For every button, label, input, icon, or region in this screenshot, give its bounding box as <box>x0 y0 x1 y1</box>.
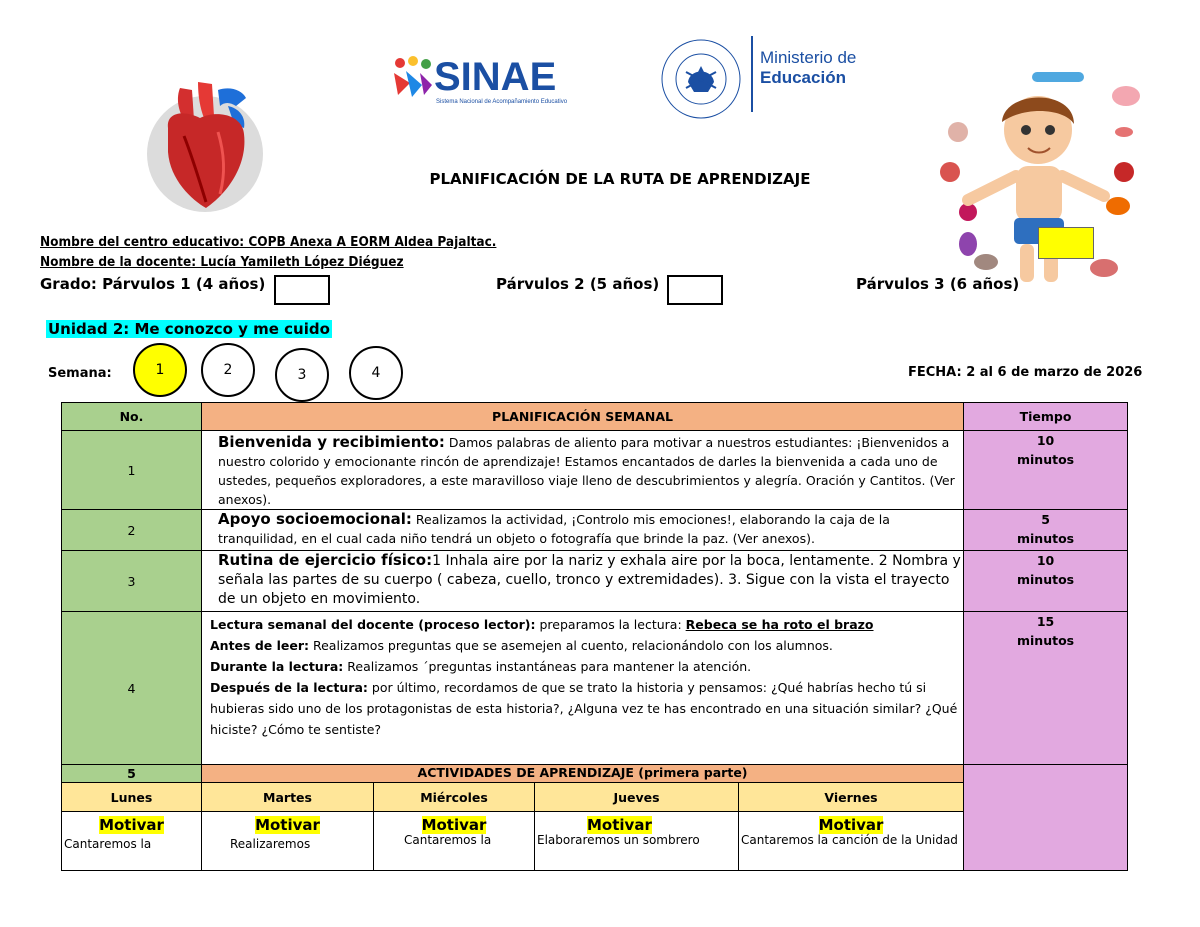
motivar-label: Motivar <box>818 816 884 834</box>
week-circle-2[interactable]: 2 <box>201 343 255 397</box>
reading-content <box>202 612 964 765</box>
time-unit: minutos <box>1016 452 1075 467</box>
activity-text: Cantaremos la <box>404 833 492 847</box>
header-tiempo: Tiempo <box>964 403 1128 431</box>
row-title: Rutina de ejercicio físico: <box>218 551 433 569</box>
row-content <box>202 510 964 551</box>
semana-label: Semana: <box>48 366 112 381</box>
time-value: 10 <box>1036 433 1055 448</box>
week-circle-4[interactable]: 4 <box>349 346 403 400</box>
highlight-box-parvulos3 <box>1038 227 1094 259</box>
reading-l3-text: Realizamos ´preguntas instantáneas para mantener la atención. <box>343 659 752 674</box>
ministry-divider <box>751 36 753 112</box>
motivar-label: Motivar <box>255 816 320 834</box>
body-organs-illustration <box>928 72 1146 290</box>
activity-text: Cantaremos la canción de la Unidad <box>741 833 958 847</box>
activity-text: Cantaremos la <box>64 837 152 851</box>
table-row <box>62 551 1128 612</box>
reading-l2-text: Realizamos preguntas que se asemejen al cuento, relacionándolo con los alumnos. <box>309 638 833 653</box>
row-time <box>964 612 1128 765</box>
unidad-label: Unidad 2: Me conozco y me cuido <box>48 320 330 338</box>
table-header-row <box>62 403 1128 431</box>
day-miercoles: Miércoles <box>374 783 535 812</box>
ministry-line2: Educación <box>760 68 846 87</box>
row-number: 3 <box>62 551 202 612</box>
sinae-logo <box>392 55 568 113</box>
week-circle-3[interactable]: 3 <box>275 348 329 402</box>
row-time <box>964 551 1128 612</box>
grado-parvulos2-label: Párvulos 2 (5 años) <box>496 275 660 293</box>
row-number: 1 <box>62 431 202 510</box>
activities-title: ACTIVIDADES DE APRENDIZAJE (primera parte) <box>202 765 964 783</box>
activity-viernes <box>739 812 964 871</box>
time-value: 5 <box>1041 512 1050 527</box>
reading-l4-text: por último, recordamos de que se trato la historia y pensamos: ¿Qué habrías hecho tú si hubieras sido uno de los protagonistas de esta historia?, ¿Alguna vez te has encontrado en una situación similar? ¿Qué hiciste? ¿Cómo te sentiste? <box>210 680 958 737</box>
row-title: Apoyo socioemocional: <box>218 510 412 528</box>
time-value: 15 <box>1036 614 1055 629</box>
grado-parvulos1-label: Grado: Párvulos 1 (4 años) <box>40 275 266 293</box>
activity-lunes <box>62 812 202 871</box>
row-number: 4 <box>62 612 202 765</box>
fecha-label: FECHA: 2 al 6 de marzo de 2026 <box>908 365 1143 380</box>
row-time <box>964 510 1128 551</box>
row-text: Realizamos la actividad, ¡Controlo mis emociones!, elaborando la caja de la tranquilidad, en el cual cada niño tendrá un objeto o fotografía que brinde la paz. (Ver anexos). <box>218 512 890 546</box>
day-jueves: Jueves <box>535 783 739 812</box>
grado-parvulos3-label: Párvulos 3 (6 años) <box>856 275 1020 293</box>
table-row <box>62 431 1128 510</box>
header-no: No. <box>62 403 202 431</box>
sinae-wordmark: SINAE <box>434 55 557 99</box>
page-title: PLANIFICACIÓN DE LA RUTA DE APRENDIZAJE <box>429 170 811 188</box>
heart-illustration <box>140 76 270 216</box>
reading-l1-bold: Lectura semanal del docente (proceso lector): <box>210 617 536 632</box>
time-unit: minutos <box>1016 572 1075 587</box>
activity-text: Elaboraremos un sombrero <box>537 833 700 847</box>
activity-miercoles <box>374 812 535 871</box>
motivar-label: Motivar <box>421 816 487 834</box>
row-content <box>202 431 964 510</box>
row-text: Damos palabras de aliento para motivar a nuestros estudiantes: ¡Bienvenidos a nuestro colorido y emocionante rincón de aprendizaje! Estamos encantados de darles la bienvenida a cada uno de ustedes, pequeños exploradores, a este maravilloso viaje lleno de descubrimientos y alegría. Oración y Cantitos. (Ver anexos). <box>218 435 955 507</box>
time-value: 10 <box>1036 553 1055 568</box>
week-circle-1[interactable]: 1 <box>133 343 187 397</box>
sinae-people-icon <box>392 55 434 99</box>
reading-l4-bold: Después de la lectura: <box>210 680 368 695</box>
docente-label: Nombre de la docente: Lucía Yamileth López Diéguez <box>40 254 404 270</box>
row-number: 5 <box>62 765 202 783</box>
day-viernes: Viernes <box>739 783 964 812</box>
activity-martes <box>202 812 374 871</box>
guatemala-seal <box>660 38 742 120</box>
planning-table <box>61 402 1128 871</box>
time-unit: minutos <box>1016 633 1075 648</box>
centro-educativo-label: Nombre del centro educativo: COPB Anexa A EORM Aldea Pajaltac. <box>40 234 497 250</box>
day-martes: Martes <box>202 783 374 812</box>
sinae-subtitle: Sistema Nacional de Acompañamiento Educativo <box>436 99 568 105</box>
time-unit: minutos <box>1016 531 1075 546</box>
header-planificacion: PLANIFICACIÓN SEMANAL <box>202 403 964 431</box>
row-title: Bienvenida y recibimiento: <box>218 433 445 451</box>
row-number: 2 <box>62 510 202 551</box>
checkbox-parvulos2[interactable] <box>667 275 723 305</box>
row-text: 1 Inhala aire por la nariz y exhala aire por la boca, lentamente. 2 Nombra y señala las partes de su cuerpo ( cabeza, cuello, tronco y extremidades). 3. Sigue con la vista el trayecto de un objeto en movimiento. <box>218 553 961 607</box>
motivar-label: Motivar <box>99 816 164 834</box>
reading-l1-text: preparamos la lectura: <box>535 617 686 632</box>
motivar-label: Motivar <box>587 816 652 834</box>
reading-l2-bold: Antes de leer: <box>210 638 309 653</box>
row-content <box>202 551 964 612</box>
activity-jueves <box>535 812 739 871</box>
table-row-reading <box>62 612 1128 765</box>
activity-text: Realizaremos <box>230 837 311 851</box>
reading-book-title: Rebeca se ha roto el brazo <box>685 617 874 632</box>
table-row <box>62 510 1128 551</box>
day-lunes: Lunes <box>62 783 202 812</box>
table-row-activities-title <box>62 765 1128 783</box>
reading-l3-bold: Durante la lectura: <box>210 659 344 674</box>
ministry-line1: Ministerio de <box>760 48 857 67</box>
row-time <box>964 431 1128 510</box>
checkbox-parvulos1[interactable] <box>274 275 330 305</box>
activities-time-cell <box>964 765 1128 871</box>
